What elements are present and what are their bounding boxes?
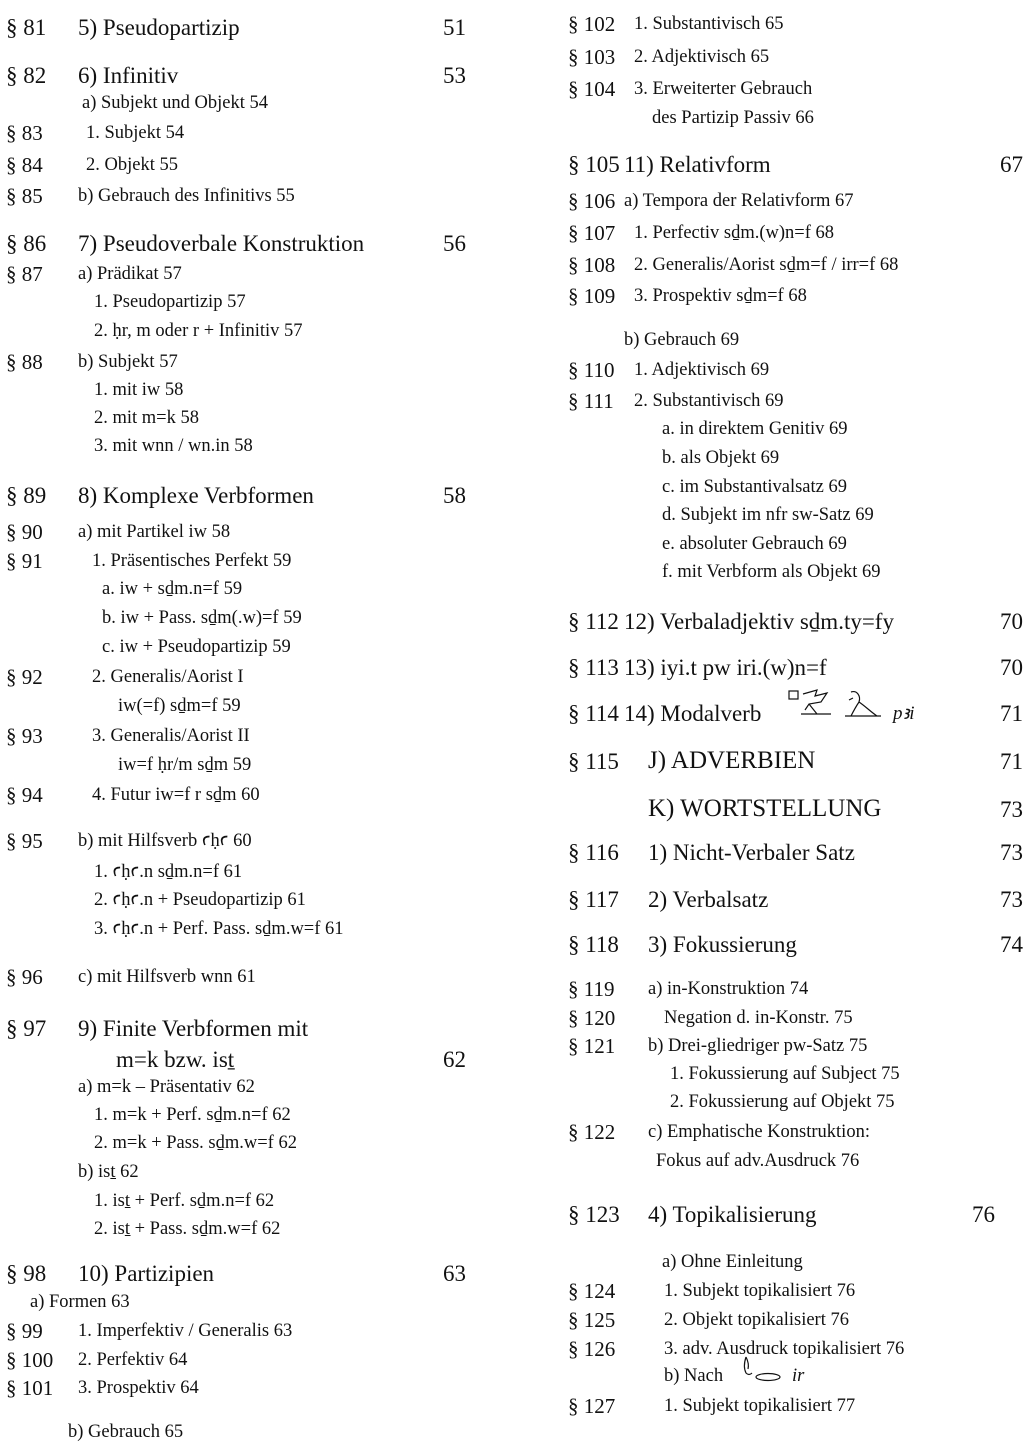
entry-title: 3. Erweiterter Gebrauch xyxy=(634,79,813,99)
section-number: § 85 xyxy=(6,184,43,208)
section-number: § 93 xyxy=(6,724,43,748)
entry-title: 2) Verbalsatz xyxy=(648,887,769,912)
toc-subentry: 1. Pseudopartizip 57 xyxy=(94,292,246,312)
page-number: 51 xyxy=(443,15,466,40)
entry-title: 11) Relativform xyxy=(624,152,771,177)
section-number: § 99 xyxy=(6,1319,43,1343)
toc-subentry: 1. Fokussierung auf Subject 75 xyxy=(670,1064,900,1084)
toc-subentry: f. mit Verbform als Objekt 69 xyxy=(662,562,881,582)
section-number: § 102 xyxy=(568,12,616,36)
entry-title: 13) iyi.t pw iri.(w)n=f xyxy=(624,655,827,680)
section-number: § 117 xyxy=(568,887,619,912)
entry-title: m=k bzw. isṯ xyxy=(116,1047,235,1072)
section-number: § 103 xyxy=(568,45,616,69)
section-number: § 94 xyxy=(6,783,43,807)
entry-title: a) in-Konstruktion 74 xyxy=(648,979,809,999)
section-number: § 111 xyxy=(568,389,614,413)
entry-title: 9) Finite Verbformen mit xyxy=(78,1016,309,1041)
entry-title: b) mit Hilfsverb ꜥḥꜥ 60 xyxy=(78,831,252,851)
entry-title: 3) Fokussierung xyxy=(648,932,797,957)
section-number: § 105 xyxy=(568,152,620,177)
section-number: § 120 xyxy=(568,1006,616,1030)
toc-subentry: a) Ohne Einleitung xyxy=(662,1252,803,1272)
toc-subentry: 2. isṯ + Pass. sḏm.w=f 62 xyxy=(94,1219,281,1239)
entry-title: 2. Objekt 55 xyxy=(86,155,178,175)
toc-subentry: 3. mit wnn / wn.in 58 xyxy=(94,436,253,456)
toc-subentry: des Partizip Passiv 66 xyxy=(652,108,814,128)
toc-subentry: 1. isṯ + Perf. sḏm.n=f 62 xyxy=(94,1191,275,1211)
section-number: § 118 xyxy=(568,932,619,957)
entry-title: 1. Subjekt topikalisiert 77 xyxy=(664,1396,856,1416)
entry-title: 1. Präsentisches Perfekt 59 xyxy=(92,551,292,571)
entry-title: 2. Adjektivisch 65 xyxy=(634,47,770,67)
page-number: 74 xyxy=(1000,932,1023,957)
page-number: 73 xyxy=(1000,840,1023,865)
toc-subentry xyxy=(664,1366,805,1386)
toc-subentry: 2. m=k + Pass. sḏm.w=f 62 xyxy=(94,1133,297,1153)
entry-title: 7) Pseudoverbale Konstruktion xyxy=(78,231,365,256)
page-number: 70 xyxy=(1000,609,1023,634)
entry-title: 3. Prospektiv sḏm=f 68 xyxy=(634,286,807,306)
toc-subentry: 3. ꜥḥꜥ.n + Perf. Pass. sḏm.w=f 61 xyxy=(94,919,344,939)
entry-title: 1) Nicht-Verbaler Satz xyxy=(648,840,855,865)
section-number: § 89 xyxy=(6,483,47,508)
entry-title: 1. Subjekt topikalisiert 76 xyxy=(664,1281,856,1301)
toc-subentry: a. in direktem Genitiv 69 xyxy=(662,419,848,439)
entry-title: 4. Futur iw=f r sḏm 60 xyxy=(92,785,260,805)
section-number: § 84 xyxy=(6,153,43,177)
page-number: 70 xyxy=(1000,655,1023,680)
toc-subentry: 2. Fokussierung auf Objekt 75 xyxy=(670,1092,895,1112)
section-number: § 82 xyxy=(6,63,47,88)
section-number: § 121 xyxy=(568,1034,616,1058)
section-number: § 87 xyxy=(6,262,43,286)
toc-subentry: a. iw + sḏm.n=f 59 xyxy=(102,579,243,599)
section-number: § 88 xyxy=(6,350,43,374)
page-number: 73 xyxy=(1000,797,1023,822)
toc-subentry: 2. mit m=k 58 xyxy=(94,408,199,428)
page-number: 53 xyxy=(443,63,466,88)
entry-title: b) Nach xyxy=(664,1366,724,1386)
section-number: § 109 xyxy=(568,284,616,308)
section-number: § 96 xyxy=(6,965,43,989)
entry-title: 1. Adjektivisch 69 xyxy=(634,360,770,380)
section-number: § 92 xyxy=(6,665,43,689)
toc-subentry: 1. mit iw 58 xyxy=(94,380,184,400)
entry-title: a) Prädikat 57 xyxy=(78,264,182,284)
section-number: § 83 xyxy=(6,121,43,145)
toc-subentry: b. iw + Pass. sḏm(.w)=f 59 xyxy=(102,608,302,628)
toc-subentry: a) Subjekt und Objekt 54 xyxy=(82,93,269,113)
toc-subentry: c. iw + Pseudopartizip 59 xyxy=(102,637,291,657)
entry-title: K) WORTSTELLUNG xyxy=(648,795,882,822)
toc-subentry: c. im Substantivalsatz 69 xyxy=(662,477,847,497)
toc-subentry: 2. ꜥḥꜥ.n + Pseudopartizip 61 xyxy=(94,890,306,910)
section-number: § 100 xyxy=(6,1348,54,1372)
section-number: § 108 xyxy=(568,253,616,277)
section-number: § 126 xyxy=(568,1337,616,1361)
section-number: § 113 xyxy=(568,655,619,680)
entry-title: 3. Prospektiv 64 xyxy=(78,1378,199,1398)
page-number: 58 xyxy=(443,483,466,508)
toc-subentry: b) isṯ 62 xyxy=(78,1162,139,1182)
section-number: § 107 xyxy=(568,221,616,245)
entry-title: a) mit Partikel iw 58 xyxy=(78,522,231,542)
section-number: § 106 xyxy=(568,189,616,213)
toc-subentry: 2. ḥr, m oder r + Infinitiv 57 xyxy=(94,321,303,341)
section-number: § 122 xyxy=(568,1120,616,1144)
entry-title: c) Emphatische Konstruktion: xyxy=(648,1122,870,1142)
transliteration: ir xyxy=(792,1366,805,1386)
entry-title: a) Tempora der Relativform 67 xyxy=(624,191,854,211)
entry-title: 6) Infinitiv xyxy=(78,63,179,88)
toc-subentry: Fokus auf adv.Ausdruck 76 xyxy=(656,1151,860,1171)
section-number: § 90 xyxy=(6,520,43,544)
entry-title: b) Gebrauch des Infinitivs 55 xyxy=(78,186,295,206)
toc-subentry: b. als Objekt 69 xyxy=(662,448,780,468)
entry-title: 2. Generalis/Aorist sḏm=f / irr=f 68 xyxy=(634,255,899,275)
entry-title: 2. Objekt topikalisiert 76 xyxy=(664,1310,849,1330)
section-number: § 112 xyxy=(568,609,619,634)
entry-title: 1. Subjekt 54 xyxy=(86,123,185,143)
section-number: § 97 xyxy=(6,1016,47,1041)
entry-title: 14) Modalverb xyxy=(624,701,762,726)
toc-subentry: d. Subjekt im nfr sw-Satz 69 xyxy=(662,505,874,525)
page-number: 63 xyxy=(443,1261,466,1286)
entry-title: 5) Pseudopartizip xyxy=(78,15,240,40)
entry-title: 1. Substantivisch 65 xyxy=(634,14,784,34)
page-number: 56 xyxy=(443,231,466,256)
section-number: § 115 xyxy=(568,749,619,774)
section-number: § 119 xyxy=(568,977,615,1001)
entry-title: b) Subjekt 57 xyxy=(78,352,178,372)
page-number: 73 xyxy=(1000,887,1023,912)
section-number: § 81 xyxy=(6,15,47,40)
hieroglyph-icon xyxy=(740,1355,784,1385)
entry-title: 3. Generalis/Aorist II xyxy=(92,726,250,746)
page-number: 76 xyxy=(972,1202,995,1227)
entry-title: 2. Generalis/Aorist I xyxy=(92,667,244,687)
entry-title: 2. Substantivisch 69 xyxy=(634,391,784,411)
entry-title: 10) Partizipien xyxy=(78,1261,215,1286)
toc-subentry: 1. ꜥḥꜥ.n sḏm.n=f 61 xyxy=(94,862,243,882)
entry-title: Negation d. in-Konstr. 75 xyxy=(664,1008,853,1028)
entry-title: c) mit Hilfsverb wnn 61 xyxy=(78,967,256,987)
section-number: § 127 xyxy=(568,1394,616,1418)
entry-title: 12) Verbaladjektiv sḏm.ty=fy xyxy=(624,609,894,634)
entry-title: 1. Perfectiv sḏm.(w)n=f 68 xyxy=(634,223,835,243)
section-number: § 123 xyxy=(568,1202,620,1227)
hieroglyph-icon xyxy=(787,688,887,724)
section-number: § 95 xyxy=(6,829,43,853)
section-number: § 114 xyxy=(568,701,619,726)
section-number: § 86 xyxy=(6,231,47,256)
section-number: § 125 xyxy=(568,1308,616,1332)
toc-entry-continued xyxy=(116,1048,472,1071)
entry-title: 4) Topikalisierung xyxy=(648,1202,817,1227)
entry-title: 3. adv. Ausdruck topikalisiert 76 xyxy=(664,1339,905,1359)
page-number: 71 xyxy=(1000,749,1023,774)
section-number: § 101 xyxy=(6,1376,54,1400)
entry-title: b) Drei-gliedriger pw-Satz 75 xyxy=(648,1036,868,1056)
toc-subentry: e. absoluter Gebrauch 69 xyxy=(662,534,847,554)
entry-title: 1. Imperfektiv / Generalis 63 xyxy=(78,1321,293,1341)
toc-subentry: b) Gebrauch 65 xyxy=(68,1422,184,1442)
transliteration: pꜣi xyxy=(893,703,915,724)
page-number: 62 xyxy=(443,1047,466,1072)
toc-subentry: a) m=k – Präsentativ 62 xyxy=(78,1077,255,1097)
section-number: § 110 xyxy=(568,358,615,382)
entry-title: J) ADVERBIEN xyxy=(648,747,816,774)
page-number: 67 xyxy=(1000,152,1023,177)
section-number: § 124 xyxy=(568,1279,616,1303)
section-number: § 91 xyxy=(6,549,43,573)
toc-subentry: 1. m=k + Perf. sḏm.n=f 62 xyxy=(94,1105,291,1125)
section-number: § 116 xyxy=(568,840,619,865)
section-number: § 104 xyxy=(568,77,616,101)
entry-title: 2. Perfektiv 64 xyxy=(78,1350,188,1370)
toc-subentry: b) Gebrauch 69 xyxy=(624,330,740,350)
entry-title: 8) Komplexe Verbformen xyxy=(78,483,314,508)
toc-subentry: iw=f ḥr/m sḏm 59 xyxy=(118,755,252,775)
toc-subentry: iw(=f) sḏm=f 59 xyxy=(118,696,241,716)
toc-subentry: a) Formen 63 xyxy=(30,1292,130,1312)
page-number: 71 xyxy=(1000,701,1023,726)
section-number: § 98 xyxy=(6,1261,47,1286)
